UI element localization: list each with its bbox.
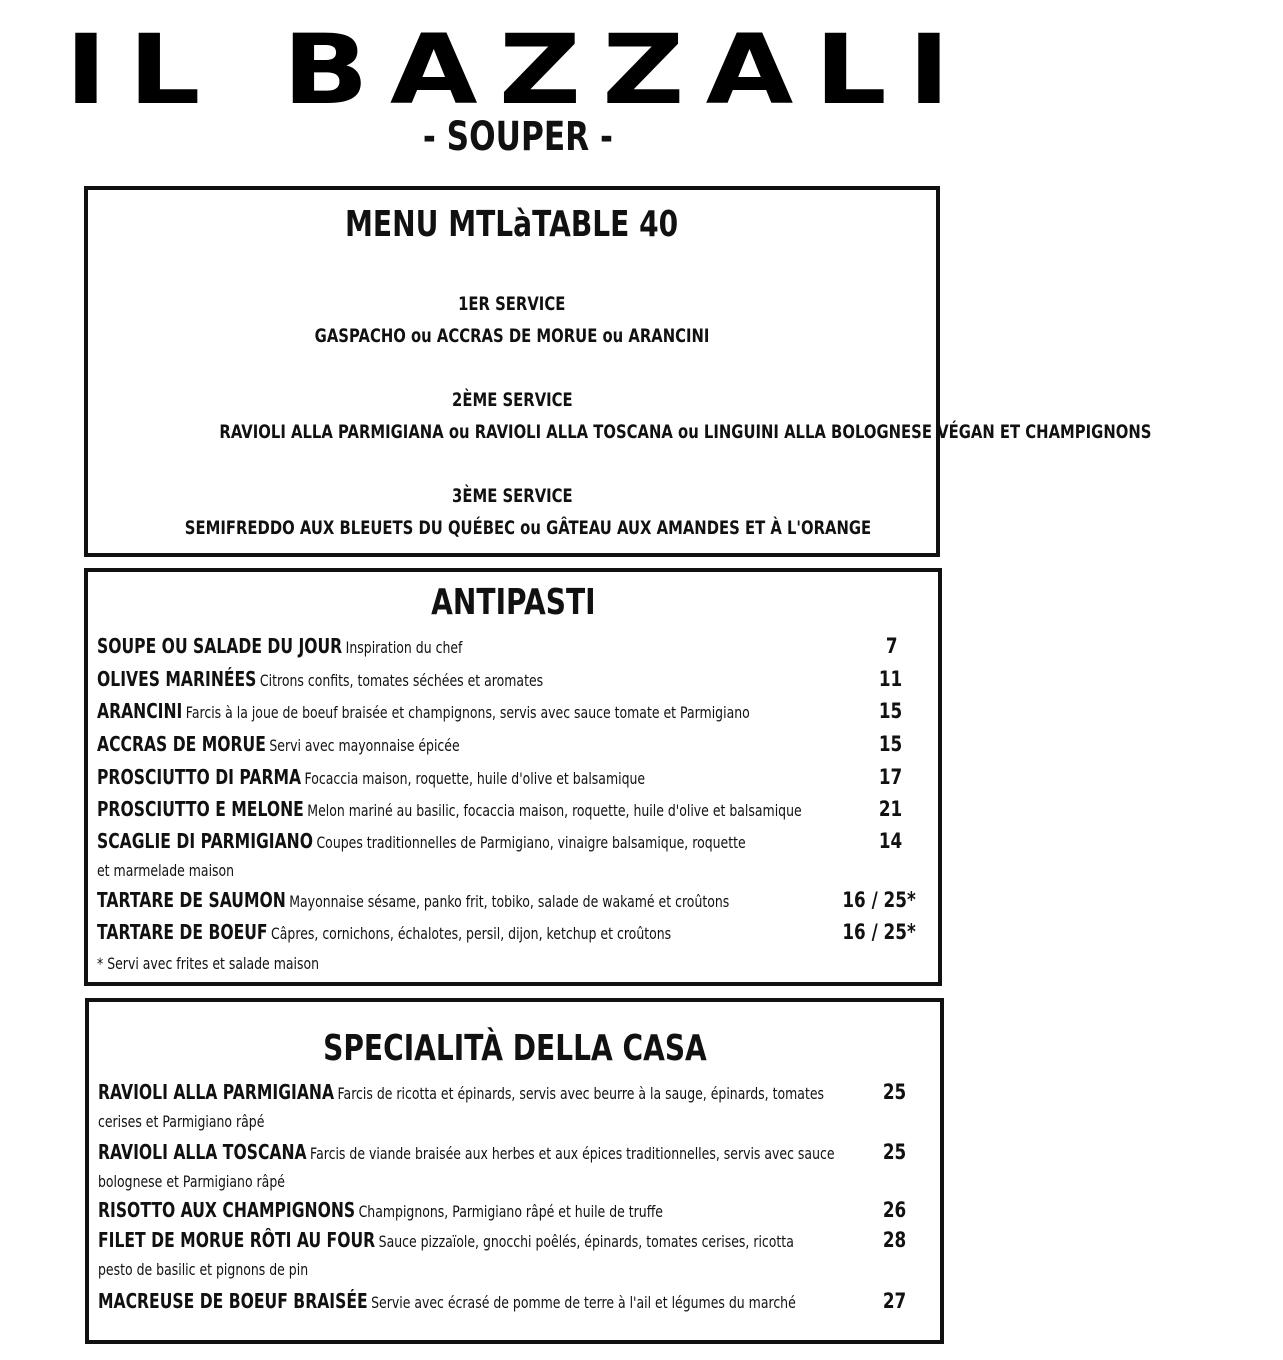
- section-title: MENU MTLàTABLE 40: [345, 204, 679, 245]
- menu-item: PROSCIUTTO DI PARMA Focaccia maison, roquette, huile d'olive et balsamique: [97, 765, 646, 789]
- menu-item: SCAGLIE DI PARMIGIANO Coupes traditionnelles de Parmigiano, vinaigre balsamique, roquette: [97, 829, 746, 853]
- item-price: 17: [878, 765, 902, 789]
- item-price: 25: [882, 1080, 906, 1104]
- menu-item-desc-continued: bolognese et Parmigiano râpé: [98, 1172, 285, 1191]
- service-options: SEMIFREDDO AUX BLEUETS DU QUÉBEC ou GÂTEAU AUX AMANDES ET À L'ORANGE: [184, 517, 872, 539]
- restaurant-logo: [0, 14, 1036, 126]
- item-price: 7: [886, 634, 898, 658]
- specialita-section: [85, 998, 944, 1344]
- antipasti-section: [84, 568, 942, 986]
- item-price: 11: [878, 667, 902, 691]
- item-price: 15: [878, 732, 902, 756]
- item-price: 26: [882, 1198, 906, 1222]
- menu-item: MACREUSE DE BOEUF BRAISÉE Servie avec écrasé de pomme de terre à l'ail et légumes du marché: [98, 1289, 796, 1313]
- menu-item-desc-continued: pesto de basilic et pignons de pin: [98, 1260, 309, 1279]
- service-label: 2ÈME SERVICE: [451, 389, 573, 411]
- restaurant-name: IL BAZZALI: [64, 14, 972, 126]
- mtl-menu-section: [84, 186, 1152, 557]
- menu-item: OLIVES MARINÉES Citrons confits, tomates séchées et aromates: [97, 667, 544, 691]
- menu-item: PROSCIUTTO E MELONE Melon mariné au basilic, focaccia maison, roquette, huile d'olive et balsamique: [97, 797, 802, 821]
- service-label: 1ER SERVICE: [458, 293, 566, 315]
- service-options: GASPACHO ou ACCRAS DE MORUE ou ARANCINI: [314, 325, 710, 347]
- item-price: 25: [882, 1140, 906, 1164]
- service-label: 3ÈME SERVICE: [451, 485, 573, 507]
- section-title: ANTIPASTI: [430, 582, 596, 623]
- menu-item: ARANCINI Farcis à la joue de boeuf braisée et champignons, servis avec sauce tomate et Parmigiano: [97, 699, 750, 723]
- item-price: 27: [882, 1289, 906, 1313]
- item-price: 28: [882, 1228, 906, 1252]
- item-price: 16 / 25*: [842, 920, 916, 944]
- item-price: 15: [878, 699, 902, 723]
- menu-item: RAVIOLI ALLA TOSCANA Farcis de viande braisée aux herbes et aux épices traditionnelles, servis avec sauce: [98, 1140, 835, 1164]
- menu-item: RISOTTO AUX CHAMPIGNONS Champignons, Parmigiano râpé et huile de truffe: [98, 1198, 663, 1222]
- section-title: SPECIALITÀ DELLA CASA: [322, 1028, 707, 1069]
- menu-item: TARTARE DE SAUMON Mayonnaise sésame, panko frit, tobiko, salade de wakamé et croûtons: [97, 888, 730, 912]
- service-options: RAVIOLI ALLA PARMIGIANA ou RAVIOLI ALLA TOSCANA ou LINGUINI ALLA BOLOGNESE VÉGAN ET CHAMPIGNONS: [219, 421, 1152, 443]
- menu-item: TARTARE DE BOEUF Câpres, cornichons, échalotes, persil, dijon, ketchup et croûtons: [97, 920, 672, 944]
- item-price: 21: [878, 797, 902, 821]
- menu-item: SOUPE OU SALADE DU JOUR Inspiration du chef: [97, 634, 463, 658]
- item-price: 14: [878, 829, 902, 853]
- footnote: * Servi avec frites et salade maison: [97, 954, 320, 973]
- menu-item-desc-continued: cerises et Parmigiano râpé: [98, 1112, 265, 1131]
- menu-item-desc-continued: et marmelade maison: [97, 861, 235, 880]
- item-price: 16 / 25*: [842, 888, 916, 912]
- menu-item: FILET DE MORUE RÔTI AU FOUR Sauce pizzaïole, gnocchi poêlés, épinards, tomates cerises, ricotta: [98, 1228, 794, 1252]
- menu-subtitle: - SOUPER -: [422, 114, 614, 160]
- menu-item: RAVIOLI ALLA PARMIGIANA Farcis de ricotta et épinards, servis avec beurre à la sauge, épinards, tomates: [98, 1080, 825, 1104]
- menu-item: ACCRAS DE MORUE Servi avec mayonnaise épicée: [97, 732, 460, 756]
